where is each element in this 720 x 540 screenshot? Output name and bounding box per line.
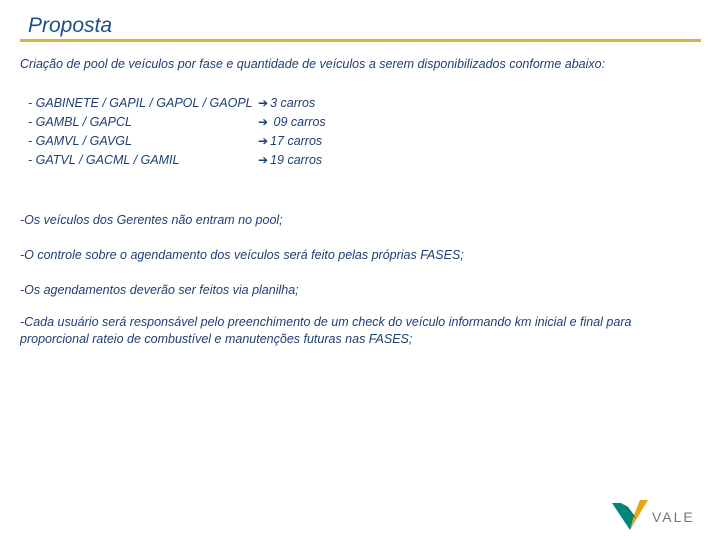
- vale-logo: [610, 497, 710, 531]
- fleet-groups: - GAMBL / GAPCL: [28, 115, 132, 129]
- arrow-right-icon: ➔: [258, 153, 269, 167]
- fleet-row: [28, 96, 368, 115]
- title-divider: [20, 39, 701, 42]
- fleet-list: [28, 96, 368, 172]
- fleet-groups: - GATVL / GACML / GAMIL: [28, 153, 180, 167]
- arrow-right-icon: ➔: [258, 96, 269, 110]
- fleet-row: [28, 153, 368, 172]
- note-managers: -Os veículos dos Gerentes não entram no pool;: [20, 213, 283, 227]
- fleet-count: [258, 96, 315, 110]
- fleet-row: [28, 115, 368, 134]
- vale-logo-mark: [610, 497, 650, 531]
- fleet-count-label: 3 carros: [270, 96, 316, 110]
- fleet-count: [258, 115, 326, 129]
- note-scheduling-control: -O controle sobre o agendamento dos veículos será feito pelas próprias FASES;: [20, 248, 464, 262]
- fleet-count-label: 09 carros: [270, 115, 326, 129]
- arrow-right-icon: ➔: [258, 134, 269, 148]
- fleet-groups: - GABINETE / GAPIL / GAPOL / GAOPL: [28, 96, 253, 110]
- fleet-count: [258, 153, 322, 167]
- fleet-count-label: 17 carros: [270, 134, 323, 148]
- vale-logo-text: VALE: [652, 509, 695, 525]
- fleet-groups: - GAMVL / GAVGL: [28, 134, 132, 148]
- slide-subtitle: Criação de pool de veículos por fase e quantidade de veículos a serem disponibilizados conforme abaixo:: [20, 57, 606, 71]
- fleet-count: [258, 134, 322, 148]
- fleet-row: [28, 134, 368, 153]
- fleet-count-label: 19 carros: [270, 153, 323, 167]
- note-vehicle-check: -Cada usuário será responsável pelo preenchimento de um check do veículo informando km inicial e final para proporcional rateio de combustível e manutenções futuras nas FASES;: [20, 315, 632, 346]
- slide-title: Proposta: [28, 14, 113, 37]
- arrow-right-icon: ➔: [258, 115, 269, 129]
- note-spreadsheet: -Os agendamentos deverão ser feitos via planilha;: [20, 283, 299, 297]
